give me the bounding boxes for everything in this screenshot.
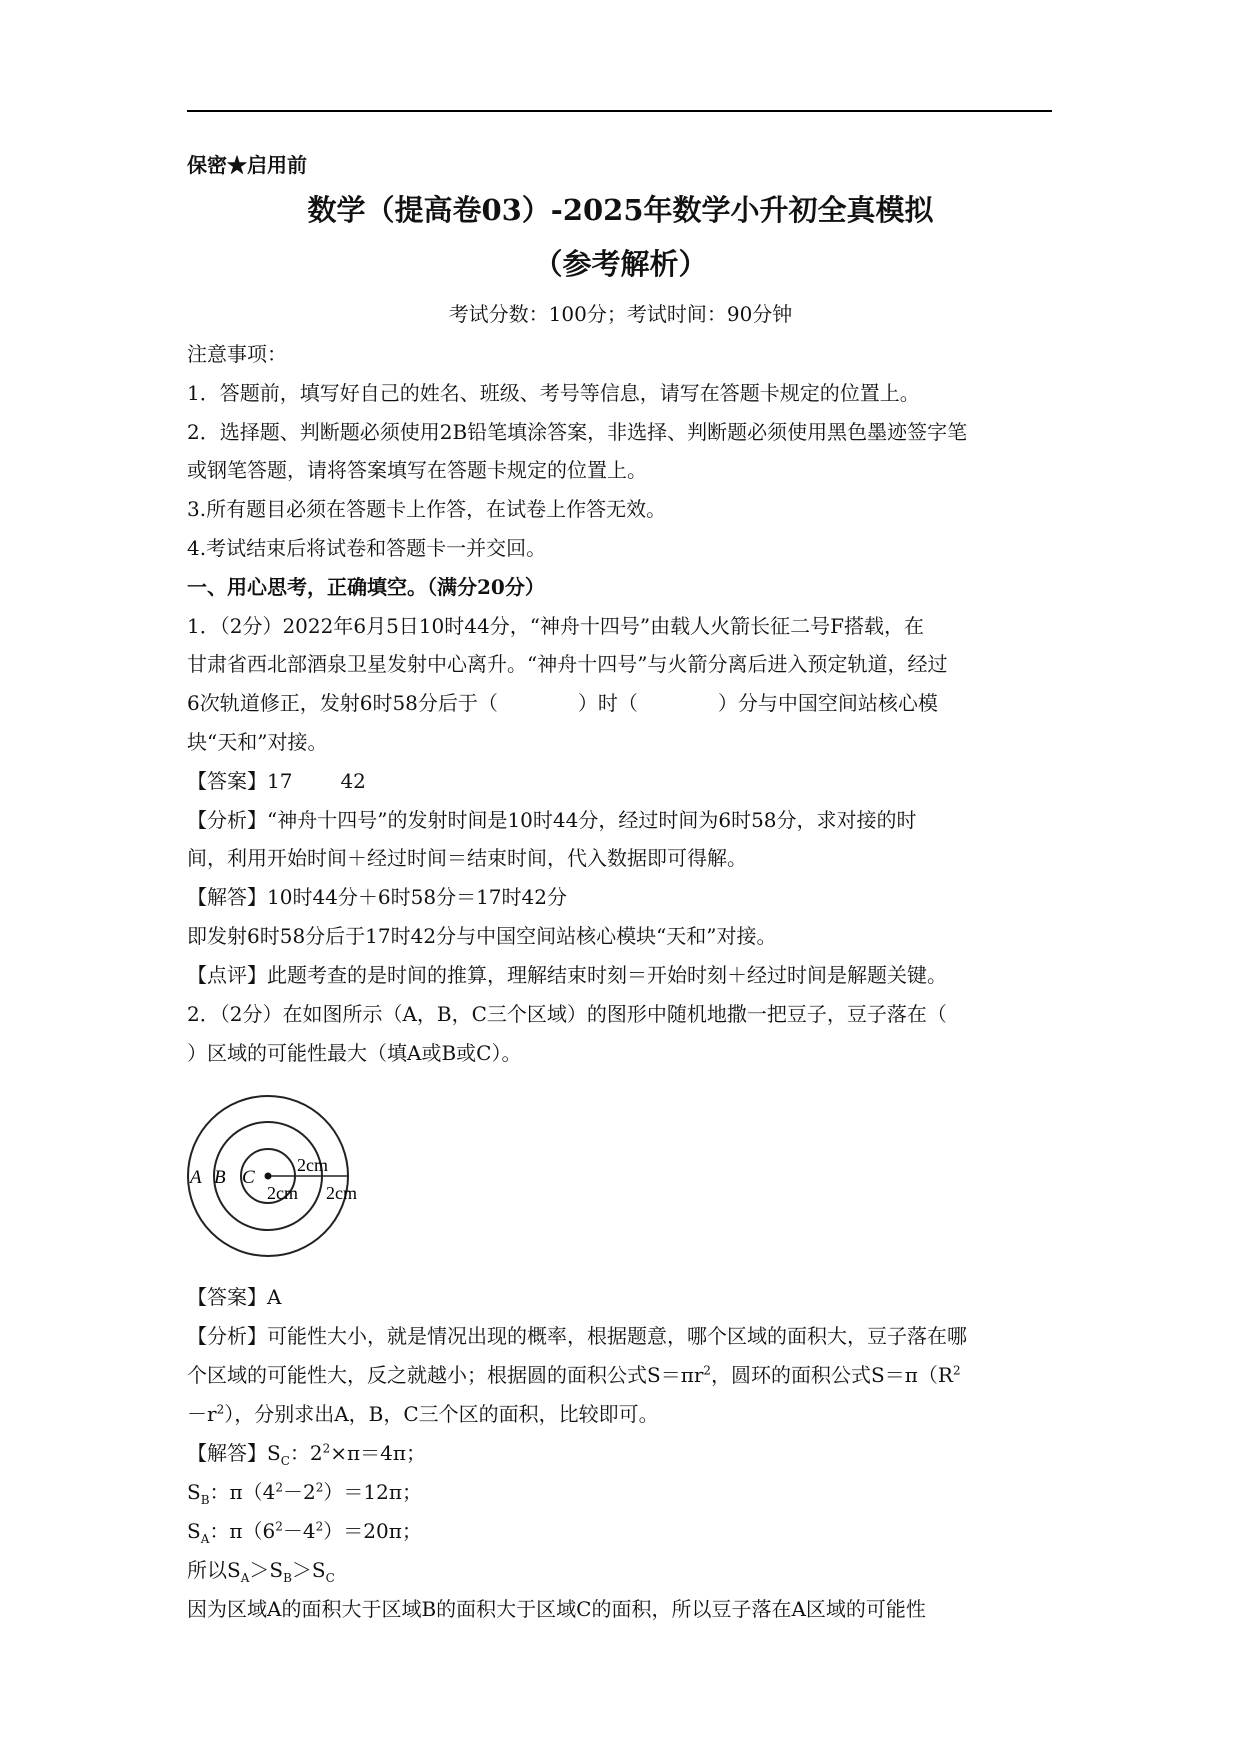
q1-answer-1: 17 (267, 769, 293, 793)
notes-heading: 注意事项： (187, 342, 287, 366)
note-2-line-1: 2．选择题、判断题必须使用2B铅笔填涂答案，非选择、判断题必须使用黑色墨迹签字笔 (187, 420, 968, 444)
dim-label-bottom-left: 2cm (267, 1183, 298, 1203)
label-c: C (242, 1167, 255, 1188)
q2-line-2: ）区域的可能性最大（填A或B或C）。 (187, 1041, 522, 1065)
label-a: A (190, 1167, 202, 1188)
label-b: B (214, 1167, 226, 1188)
center-dot (265, 1173, 272, 1180)
confidential-label: 保密★启用前 (187, 153, 307, 177)
q2-analysis-1: 【分析】可能性大小，就是情况出现的概率，根据题意，哪个区域的面积大，豆子落在哪 (187, 1324, 967, 1348)
q2-analysis-2: 个区域的可能性大，反之就越小；根据圆的面积公式$S=\pi r^2$，圆环的面积公式$S=\pi(R^2$ (187, 1363, 961, 1387)
q1-line-4: 块“天和”对接。 (187, 730, 328, 754)
q1-answer-2: 42 (340, 769, 366, 793)
header-rule (187, 110, 1052, 112)
q2-conclusion: 所以$S_A>S_B>S_C$ (187, 1558, 335, 1585)
q1-analysis-2: 间，利用开始时间＋经过时间＝结束时间，代入数据即可得解。 (187, 846, 747, 870)
q1-line-3-part-3: ）分与中国空间站核心模 (717, 691, 938, 715)
q2-solution-a: $S_A$：$\pi(6^2-4^2)=20\pi$； (187, 1519, 422, 1546)
dim-label-bottom-right: 2cm (326, 1183, 357, 1203)
q1-answer-label: 【答案】 (187, 769, 267, 793)
q1-line-2: 甘肃省西北部酒泉卫星发射中心离升。“神舟十四号”与火箭分离后进入预定轨道，经过 (187, 652, 948, 676)
q2-line-1: 2．（2分）在如图所示（A，B，C三个区域）的图形中随机地撒一把豆子，豆子落在（ (187, 1002, 947, 1026)
page-title: 数学（提高卷03）-2025年数学小升初全真模拟 (307, 193, 934, 227)
q2-solution-b: $S_B$：$\pi(4^2-2^2)=12\pi$； (187, 1480, 423, 1507)
q1-comment: 【点评】此题考查的是时间的推算，理解结束时刻＝开始时刻＋经过时间是解题关键。 (187, 963, 947, 987)
q1-line-1: 1．（2分）2022年6月5日10时44分，“神舟十四号”由载人火箭长征二号F搭载，在 (187, 614, 925, 638)
section-1-heading: 一、用心思考，正确填空。（满分20分） (187, 575, 545, 599)
q1-analysis-1: 【分析】“神舟十四号”的发射时间是10时44分，经过时间为6时58分，求对接的时 (187, 808, 917, 832)
dim-label-top: 2cm (297, 1155, 328, 1175)
q1-solution-1: 【解答】10时44分＋6时58分＝17时42分 (187, 885, 567, 909)
q2-answer: 【答案】A (187, 1285, 282, 1309)
q2-analysis-3: $-r^2$），分别求出A，B，C三个区的面积，比较即可。 (187, 1402, 659, 1426)
q1-answer (187, 768, 366, 794)
concentric-circles-figure (185, 1076, 385, 1276)
q2-solution-c: 【解答】$S_C$：$2^2\times\pi=4\pi$； (187, 1441, 427, 1468)
note-3: 3.所有题目必须在答题卡上作答，在试卷上作答无效。 (187, 497, 667, 521)
note-4: 4.考试结束后将试卷和答题卡一并交回。 (187, 536, 547, 560)
q1-solution-2: 即发射6时58分后于17时42分与中国空间站核心模块“天和”对接。 (187, 924, 777, 948)
q1-line-3 (187, 690, 938, 716)
exam-info: 考试分数：100分；考试时间：90分钟 (448, 302, 793, 326)
q1-line-3-part-2: ）时（ (577, 691, 638, 715)
note-1: 1．答题前，填写好自己的姓名、班级、考号等信息，请写在答题卡规定的位置上。 (187, 381, 920, 405)
q2-last-line: 因为区域A的面积大于区域B的面积大于区域C的面积，所以豆子落在A区域的可能性 (187, 1597, 926, 1621)
q1-line-3-part-1: 6次轨道修正，发射6时58分后于（ (187, 691, 498, 715)
note-2-line-2: 或钢笔答题，请将答案填写在答题卡规定的位置上。 (187, 458, 647, 482)
page-subtitle: （参考解析） (533, 247, 708, 281)
